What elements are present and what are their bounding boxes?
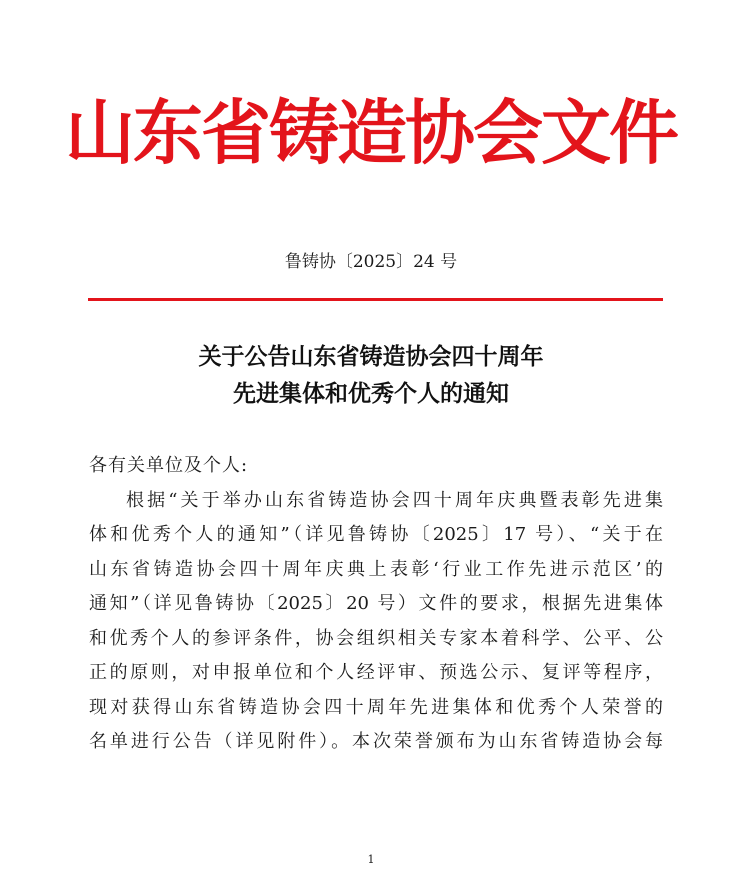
notice-title-line-2: 先进集体和优秀个人的通知 (233, 380, 509, 407)
paragraph-line: 根据“关于举办山东省铸造协会四十周年庆典暨表彰先进集 (126, 489, 663, 511)
salutation: 各有关单位及个人: (89, 455, 249, 476)
notice-title-line-1: 关于公告山东省铸造协会四十周年 (198, 343, 544, 370)
paragraph-line: 和优秀个人的参评条件，协会组织相关专家本着科学、公平、公 (89, 627, 663, 649)
notice-title (0, 338, 742, 412)
paragraph-line: 通知”（详见鲁铸协〔2025〕20 号）文件的要求，根据先进集体 (89, 593, 663, 614)
notice-body (89, 449, 663, 760)
masthead-title: 山东省铸造协会文件 (65, 91, 677, 174)
page-number: 1 (367, 853, 375, 866)
paragraph-line: 名单进行公告（详见附件）。本次荣誉颁布为山东省铸造协会每 (89, 731, 663, 752)
document-number: 鲁铸协〔2025〕24 号 (284, 252, 458, 272)
paragraph-line: 体和优秀个人的通知”（详见鲁铸协〔2025〕17 号）、“关于在 (89, 524, 663, 545)
paragraph-line: 现对获得山东省铸造协会四十周年先进集体和优秀个人荣誉的 (89, 696, 663, 718)
paragraph-line: 山东省铸造协会四十周年庆典上表彰‘行业工作先进示范区’的 (89, 558, 663, 580)
paragraph-line: 正的原则，对申报单位和个人经评审、预选公示、复评等程序， (89, 662, 663, 683)
body-paragraph (89, 484, 663, 760)
red-divider-line (88, 298, 663, 301)
